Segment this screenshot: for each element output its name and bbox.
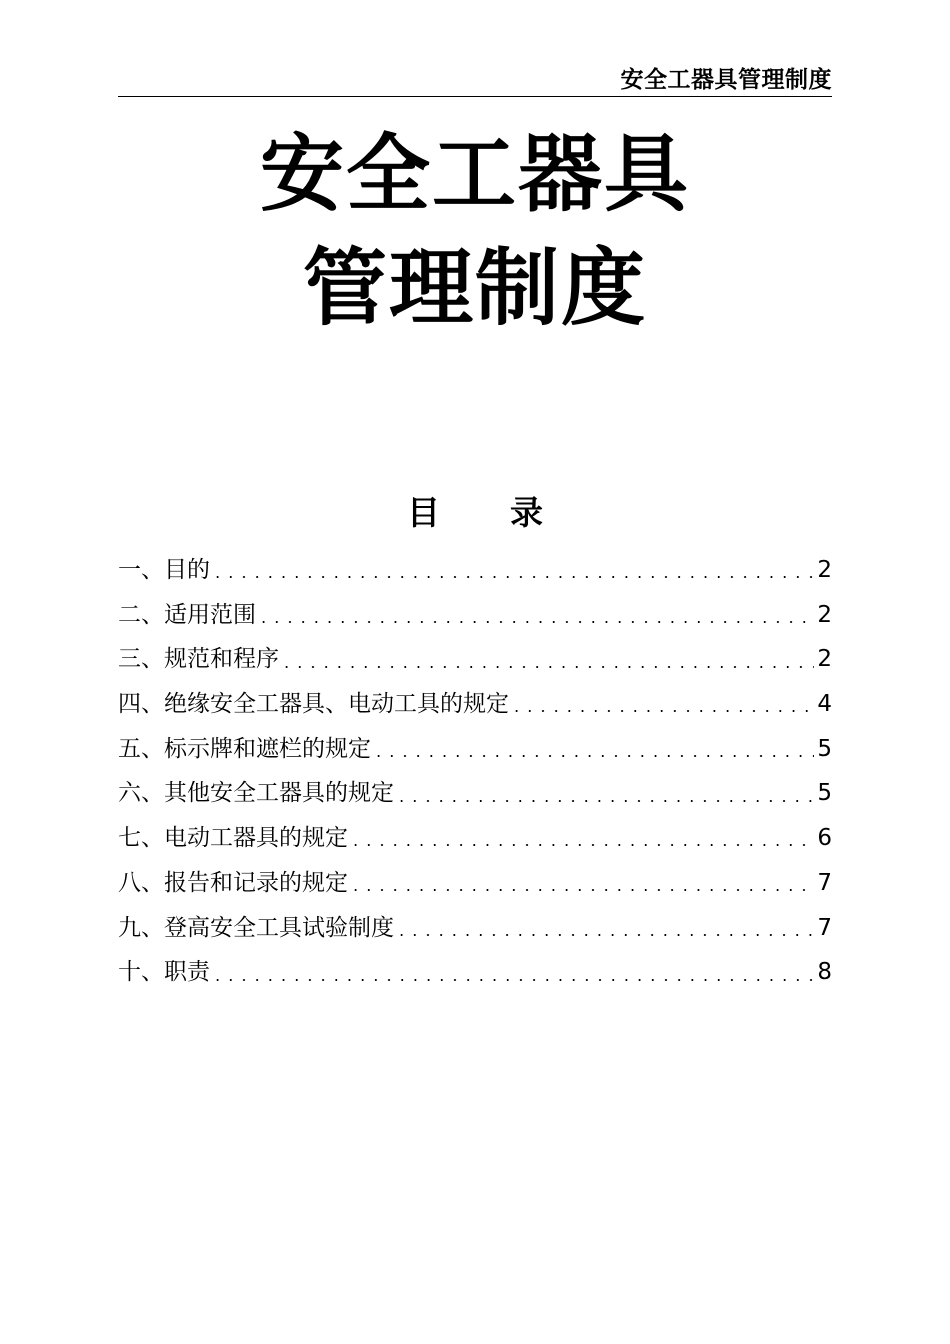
toc-heading (118, 491, 832, 535)
toc-entry[interactable] (118, 727, 832, 772)
toc-entry-label: 八、报告和记录的规定 (118, 869, 348, 896)
toc-entry-page: 2 (817, 601, 832, 628)
toc-entry[interactable] (118, 637, 832, 682)
toc-entry-label: 三、规范和程序 (118, 646, 279, 673)
toc-heading-part1: 目 (407, 493, 440, 532)
toc-entry-page: 2 (817, 557, 832, 583)
toc-entry[interactable] (118, 593, 832, 638)
toc-dot-leader (211, 560, 814, 580)
toc-dot-leader (349, 828, 814, 848)
toc-entry[interactable] (118, 816, 832, 861)
running-header: 安全工器具管理制度 (620, 67, 832, 93)
toc-entry-page: 8 (817, 959, 832, 986)
toc-entry-page: 7 (817, 914, 832, 941)
toc-entry-label: 五、标示牌和遮栏的规定 (118, 735, 371, 762)
toc-entry[interactable] (118, 682, 832, 727)
toc-dot-leader (395, 918, 814, 938)
toc-entry-label: 一、目的 (118, 557, 210, 583)
toc-entry-page: 4 (817, 691, 832, 718)
document-title-line-2: 管理制度 (302, 239, 647, 337)
toc-heading-part2: 录 (510, 493, 543, 532)
document-title-line-1: 安全工器具 (259, 125, 690, 223)
toc-dot-leader (372, 739, 814, 759)
toc-entry-label: 二、适用范围 (118, 601, 256, 628)
toc-entry[interactable] (118, 906, 832, 951)
toc-entry-label: 六、其他安全工器具的规定 (118, 780, 394, 807)
toc-dot-leader (395, 784, 814, 804)
toc-dot-leader (257, 605, 814, 625)
toc-entry-label: 十、职责 (118, 959, 210, 986)
toc-dot-leader (211, 963, 814, 983)
toc-entry-page: 6 (817, 825, 832, 852)
header-rule (118, 96, 832, 97)
toc-entry[interactable] (118, 548, 832, 593)
toc-entry[interactable] (118, 861, 832, 906)
toc-entry-page: 7 (817, 869, 832, 896)
toc-entry-page: 5 (817, 780, 832, 807)
toc-entry[interactable] (118, 771, 832, 816)
toc-entry[interactable] (118, 950, 832, 995)
toc-entry-page: 5 (817, 735, 832, 762)
toc-entry-label: 七、电动工器具的规定 (118, 825, 348, 852)
toc-entry-page: 2 (817, 646, 832, 673)
toc-entry-label: 四、绝缘安全工器具、电动工具的规定 (118, 691, 509, 718)
toc-list (118, 548, 832, 995)
toc-dot-leader (349, 873, 814, 893)
toc-dot-leader (510, 694, 814, 714)
toc-dot-leader (280, 650, 814, 670)
toc-entry-label: 九、登高安全工具试验制度 (118, 914, 394, 941)
